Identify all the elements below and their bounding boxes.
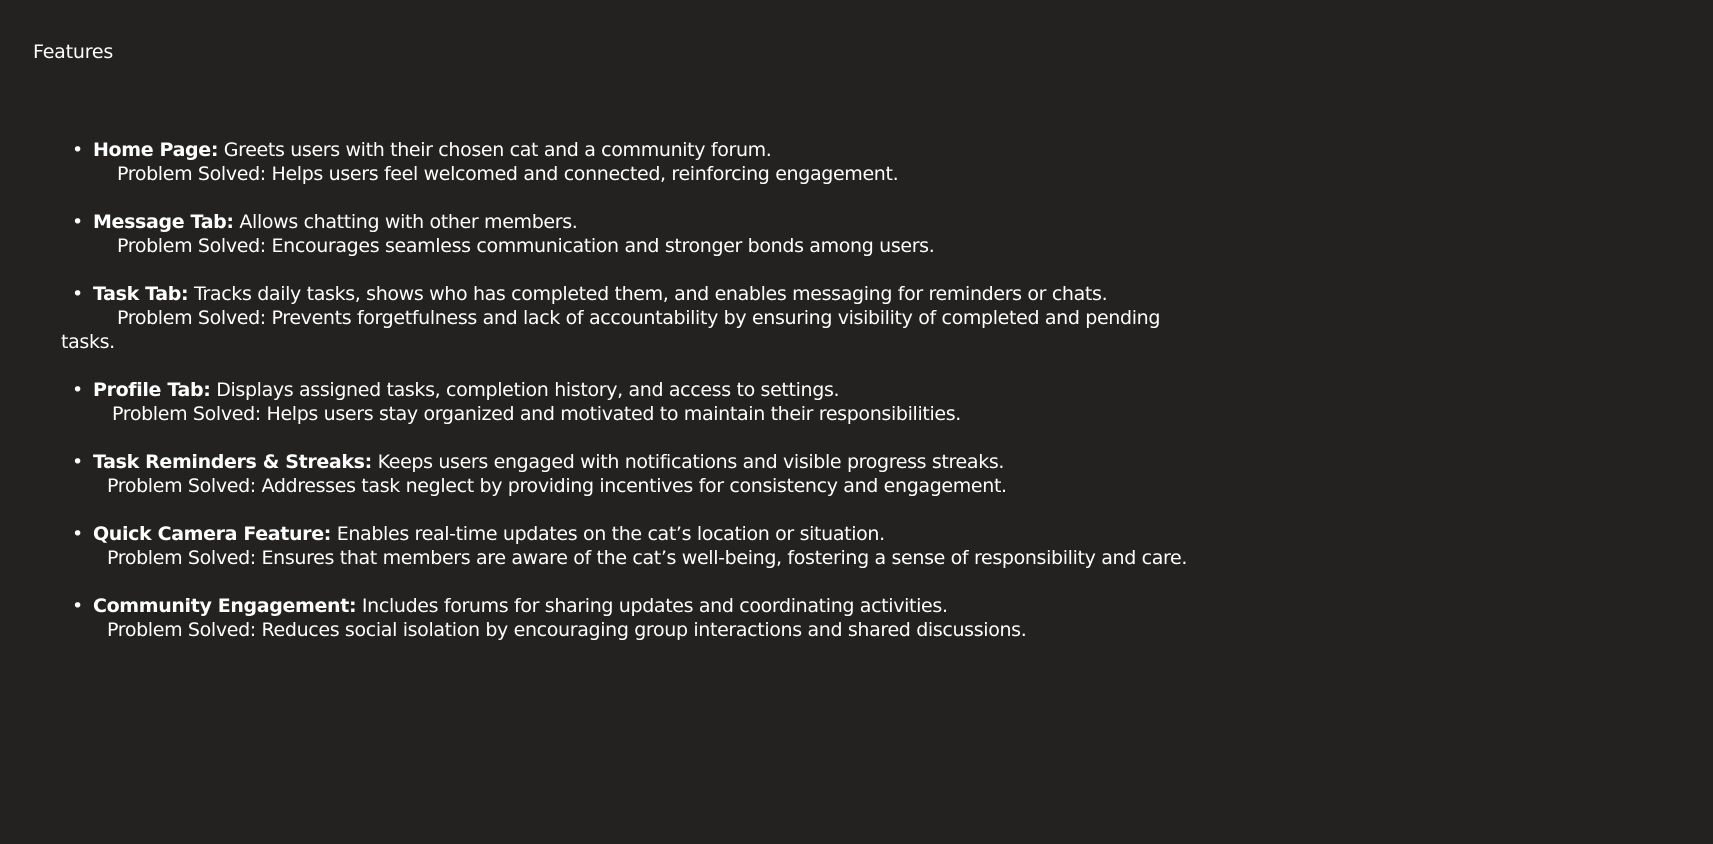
- feature-description: Allows chatting with other members.: [239, 211, 578, 233]
- feature-title: Profile Tab:: [93, 379, 211, 401]
- problem-solved-text: Problem Solved: Helps users feel welcomed and connected, reinforcing engagement.: [117, 163, 899, 185]
- feature-title: Message Tab:: [93, 211, 234, 233]
- feature-description: Tracks daily tasks, shows who has completed them, and enables messaging for reminders or chats.: [193, 283, 1108, 305]
- problem-solved-line: [93, 546, 1261, 570]
- list-item-home-page: [61, 138, 1261, 186]
- bullet-icon: •: [72, 211, 83, 233]
- list-item-community-engagement: [61, 594, 1261, 642]
- feature-title: Home Page:: [93, 139, 219, 161]
- problem-solved-text: Problem Solved: Encourages seamless communication and stronger bonds among users.: [117, 235, 935, 257]
- problem-solved-wrap-text: tasks.: [61, 331, 115, 353]
- list-item-quick-camera-feature: [61, 522, 1261, 570]
- problem-solved-line: [93, 162, 1261, 186]
- feature-title: Quick Camera Feature:: [93, 523, 331, 545]
- problem-solved-text: Problem Solved: Helps users stay organized and motivated to maintain their responsibilities.: [112, 403, 961, 425]
- problem-solved-text: Problem Solved: Reduces social isolation by encouraging group interactions and shared discussions.: [107, 619, 1027, 641]
- problem-solved-line: [93, 402, 1261, 426]
- problem-solved-wrap: [61, 330, 1241, 354]
- bullet-icon: •: [72, 139, 83, 161]
- bullet-icon: •: [72, 523, 83, 545]
- list-item-task-tab: [61, 282, 1261, 354]
- feature-title: Community Engagement:: [93, 595, 357, 617]
- feature-title: Task Tab:: [93, 283, 189, 305]
- bullet-icon: •: [72, 379, 83, 401]
- problem-solved-line: [93, 306, 1261, 330]
- bullet-icon: •: [72, 451, 83, 473]
- feature-title: Task Reminders & Streaks:: [93, 451, 372, 473]
- page-title: Features: [33, 41, 114, 63]
- problem-solved-text: Problem Solved: Addresses task neglect by providing incentives for consistency and engagement.: [107, 475, 1007, 497]
- list-item-task-reminders-streaks: [61, 450, 1261, 498]
- problem-solved-line: [93, 474, 1261, 498]
- feature-description: Keeps users engaged with notifications and visible progress streaks.: [377, 451, 1005, 473]
- problem-solved-text: Problem Solved: Prevents forgetfulness and lack of accountability by ensuring visibility of completed and pending: [117, 307, 1161, 329]
- feature-description: Includes forums for sharing updates and coordinating activities.: [361, 595, 948, 617]
- feature-description: Displays assigned tasks, completion history, and access to settings.: [216, 379, 840, 401]
- problem-solved-text: Problem Solved: Ensures that members are aware of the cat’s well-being, fostering a sense of responsibility and care.: [107, 547, 1188, 569]
- list-item-profile-tab: [61, 378, 1261, 426]
- bullet-icon: •: [72, 283, 83, 305]
- feature-list: [61, 138, 1261, 666]
- feature-description: Greets users with their chosen cat and a community forum.: [223, 139, 772, 161]
- feature-description: Enables real-time updates on the cat’s location or situation.: [336, 523, 885, 545]
- problem-solved-line: [93, 234, 1261, 258]
- list-item-message-tab: [61, 210, 1261, 258]
- bullet-icon: •: [72, 595, 83, 617]
- problem-solved-line: [93, 618, 1261, 642]
